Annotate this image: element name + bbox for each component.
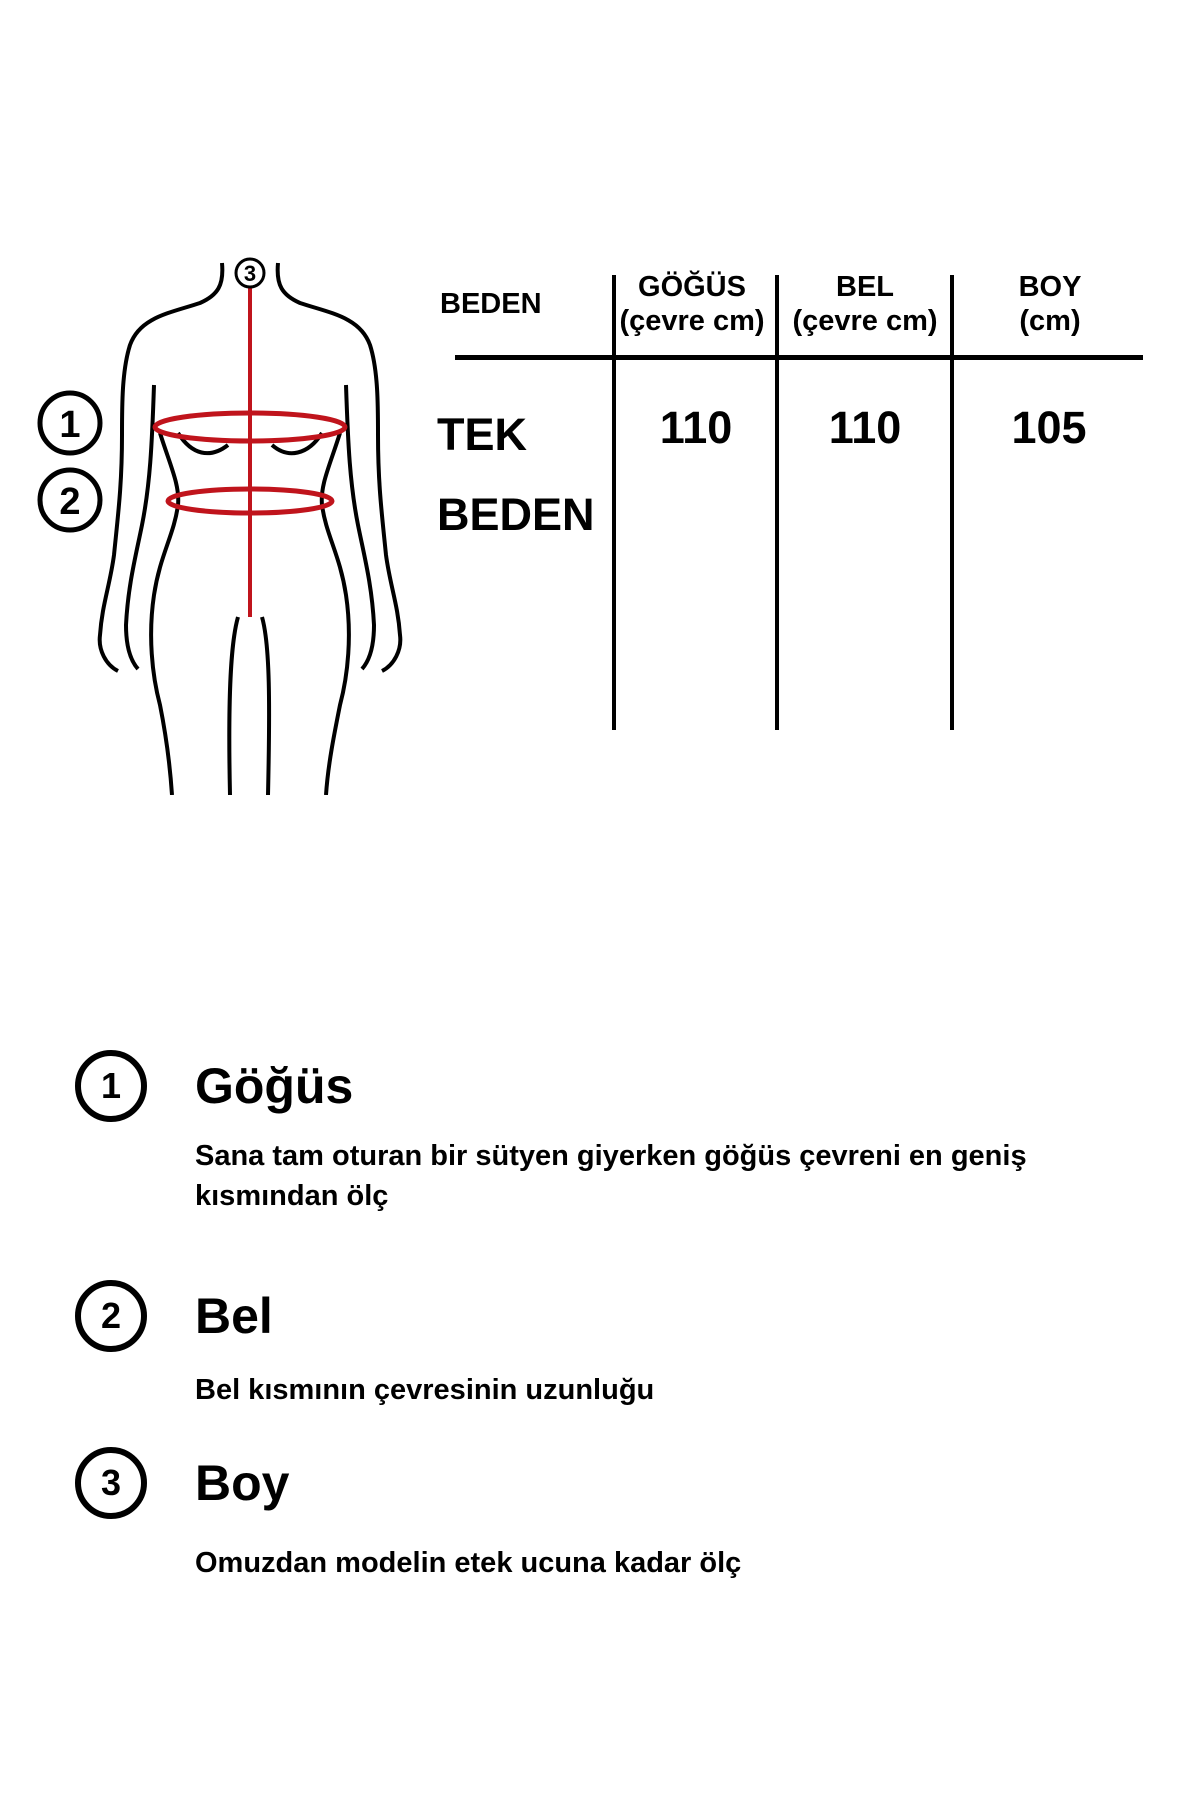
header-chest-unit: (çevre cm) [619, 305, 765, 337]
header-length [960, 270, 1140, 338]
header-length-unit: (cm) [1019, 305, 1081, 337]
header-waist-title: BEL [836, 271, 894, 303]
body-measurement-figure [30, 255, 410, 795]
legend-description: Omuzdan modelin etek ucuna kadar ölç [195, 1547, 742, 1579]
legend-item-waist [75, 1280, 1125, 1410]
header-chest-title: GÖĞÜS [638, 271, 746, 303]
legend-title: Göğüs [195, 1058, 354, 1114]
legend-description: Sana tam oturan bir sütyen giyerken göğüs çevreni en geniş kısmından ölç [195, 1140, 1027, 1212]
marker-1-label: 1 [59, 404, 81, 446]
header-length-title: BOY [1018, 271, 1082, 303]
body-outline-illustration [30, 255, 410, 795]
marker-2-label: 2 [59, 481, 81, 523]
legend-number-circle: 1 [75, 1050, 147, 1122]
row-size-line2: BEDEN [437, 489, 595, 540]
row-waist-value: 110 [828, 402, 902, 453]
row-size-label [437, 395, 595, 555]
legend-number-circle: 3 [75, 1447, 147, 1519]
legend-title: Boy [195, 1455, 290, 1511]
table-col-divider-1 [612, 275, 616, 730]
header-waist-unit: (çevre cm) [792, 305, 938, 337]
table-col-divider-2 [775, 275, 779, 730]
table-header-divider [455, 355, 1143, 360]
legend-title: Bel [195, 1288, 273, 1344]
legend-item-chest [75, 1050, 1125, 1220]
legend-item-length [75, 1447, 1125, 1587]
row-chest-value: 110 [659, 402, 733, 453]
legend-number-circle: 2 [75, 1280, 147, 1352]
header-size: BEDEN [440, 288, 542, 320]
header-waist [775, 270, 955, 338]
header-chest [612, 270, 772, 338]
row-length-value: 105 [1011, 402, 1087, 453]
marker-3-label: 3 [243, 261, 257, 286]
table-col-divider-3 [950, 275, 954, 730]
row-size-line1: TEK [437, 409, 527, 460]
legend-description: Bel kısmının çevresinin uzunluğu [195, 1374, 655, 1406]
